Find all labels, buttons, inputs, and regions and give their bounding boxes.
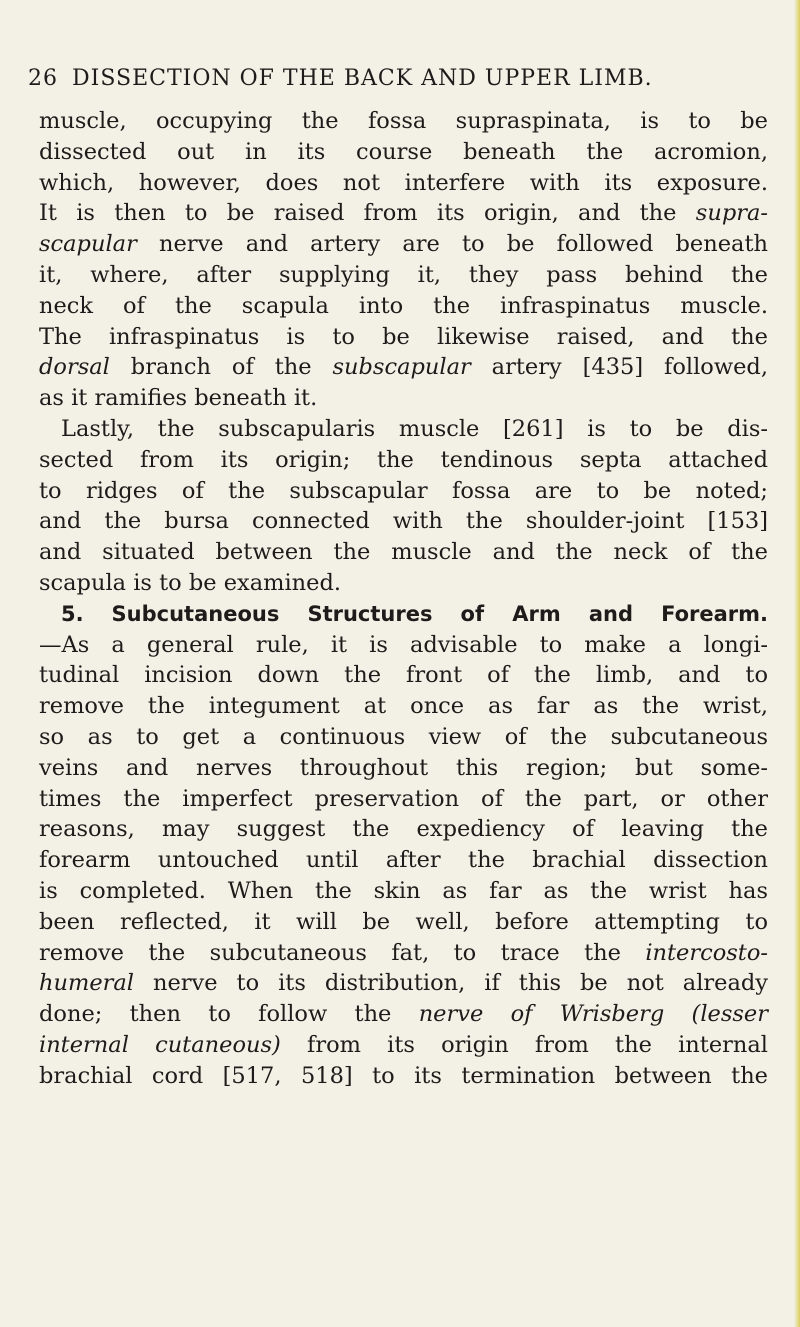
text-line: [39, 968, 768, 999]
text-run: tudinal incision down the front of the limb, and to: [39, 662, 768, 689]
text-line: [39, 537, 768, 568]
text-line: [39, 1061, 768, 1092]
running-head: [28, 66, 728, 91]
text-line: [39, 691, 768, 722]
text-line: [39, 383, 768, 414]
text-run: veins and nerves throughout this region; but some-: [39, 754, 768, 781]
text-line: [39, 753, 768, 784]
text-run: muscle, occupying the fossa supraspinata, is to be: [39, 108, 768, 134]
text-line: [39, 168, 768, 199]
text-run: 5.: [61, 601, 84, 626]
text-line: [39, 137, 768, 168]
text-run: branch of the: [109, 354, 333, 381]
text-line: [39, 907, 768, 938]
italic-term: humeral: [39, 970, 134, 997]
text-run: Subcutaneous Structures of Arm and Forearm.: [111, 601, 768, 626]
text-line: [39, 322, 768, 353]
page-number: 26: [28, 66, 58, 91]
text-run: from its origin from the internal: [280, 1031, 768, 1058]
text-line: [39, 845, 768, 876]
text-line: [39, 568, 768, 599]
body-text: [39, 106, 768, 1092]
italic-term: scapular: [39, 231, 137, 258]
text-run: —As a general rule, it is advisable to make a longi-: [39, 631, 768, 658]
text-run: scapula is to be examined.: [39, 569, 342, 596]
italic-term: subscapular: [332, 354, 471, 381]
text-line: [39, 938, 768, 969]
text-run: brachial cord [517, 518] to its termination between the: [39, 1062, 768, 1089]
text-line: [39, 1030, 768, 1061]
text-run: is completed. When the skin as far as the wrist has: [39, 877, 768, 904]
text-run: artery [435] followed,: [470, 354, 768, 381]
text-line: [39, 106, 768, 137]
text-run: remove the subcutaneous fat, to trace the: [39, 939, 646, 966]
text-run: dissected out in its course beneath the acromion,: [39, 138, 768, 165]
text-line: [39, 476, 768, 507]
italic-term: dorsal: [39, 354, 110, 381]
text-line: [39, 445, 768, 476]
text-run: as it ramifies beneath it.: [39, 385, 318, 412]
text-run: The infraspinatus is to be likewise raised, and the: [39, 323, 768, 350]
italic-term: intercosto-: [645, 939, 768, 966]
text-line: [39, 229, 768, 260]
page-edge: [794, 0, 800, 1327]
text-run: reasons, may suggest the expediency of leaving the: [39, 816, 768, 843]
text-run: it, where, after supplying it, they pass behind the: [39, 261, 768, 288]
text-run: done; then to follow the: [39, 1001, 419, 1028]
text-run: neck of the scapula into the infraspinatus muscle.: [39, 292, 768, 319]
text-line: [39, 660, 768, 691]
text-line: [39, 414, 768, 445]
text-run: Lastly, the subscapularis muscle [261] is to be dis-: [61, 415, 768, 442]
text-line: [39, 722, 768, 753]
text-run: to ridges of the subscapular fossa are to be noted;: [39, 477, 768, 504]
italic-term: internal cutaneous): [39, 1031, 281, 1058]
text-line: [39, 814, 768, 845]
text-run: nerve to its distribution, if this be not already: [134, 970, 768, 997]
text-line: [39, 876, 768, 907]
text-run: times the imperfect preservation of the part, or other: [39, 785, 768, 812]
text-line: [39, 260, 768, 291]
text-run: so as to get a continuous view of the subcutaneous: [39, 723, 768, 750]
italic-term: nerve of Wrisberg (lesser: [418, 1001, 768, 1028]
text-run: It is then to be raised from its origin, and the: [39, 200, 696, 227]
text-line: [39, 630, 768, 661]
italic-term: supra-: [695, 200, 768, 227]
text-run: remove the integument at once as far as the wrist,: [39, 693, 768, 720]
text-run: been reflected, it will be well, before attempting to: [39, 908, 768, 935]
text-line: [39, 291, 768, 322]
text-run: and situated between the muscle and the neck of the: [39, 539, 768, 566]
text-run: which, however, does not interfere with its exposure.: [39, 169, 768, 196]
text-line: [39, 784, 768, 815]
text-line: [39, 506, 768, 537]
text-line: [39, 352, 768, 383]
running-title: DISSECTION OF THE BACK AND UPPER LIMB.: [72, 66, 653, 91]
text-line: [39, 198, 768, 229]
text-line: [39, 599, 768, 630]
text-run: and the bursa connected with the shoulder-joint [153]: [39, 508, 768, 535]
text-run: sected from its origin; the tendinous septa attached: [39, 446, 768, 473]
text-run: nerve and artery are to be followed beneath: [136, 231, 768, 258]
text-run: forearm untouched until after the brachial dissection: [39, 847, 768, 874]
text-line: [39, 999, 768, 1030]
